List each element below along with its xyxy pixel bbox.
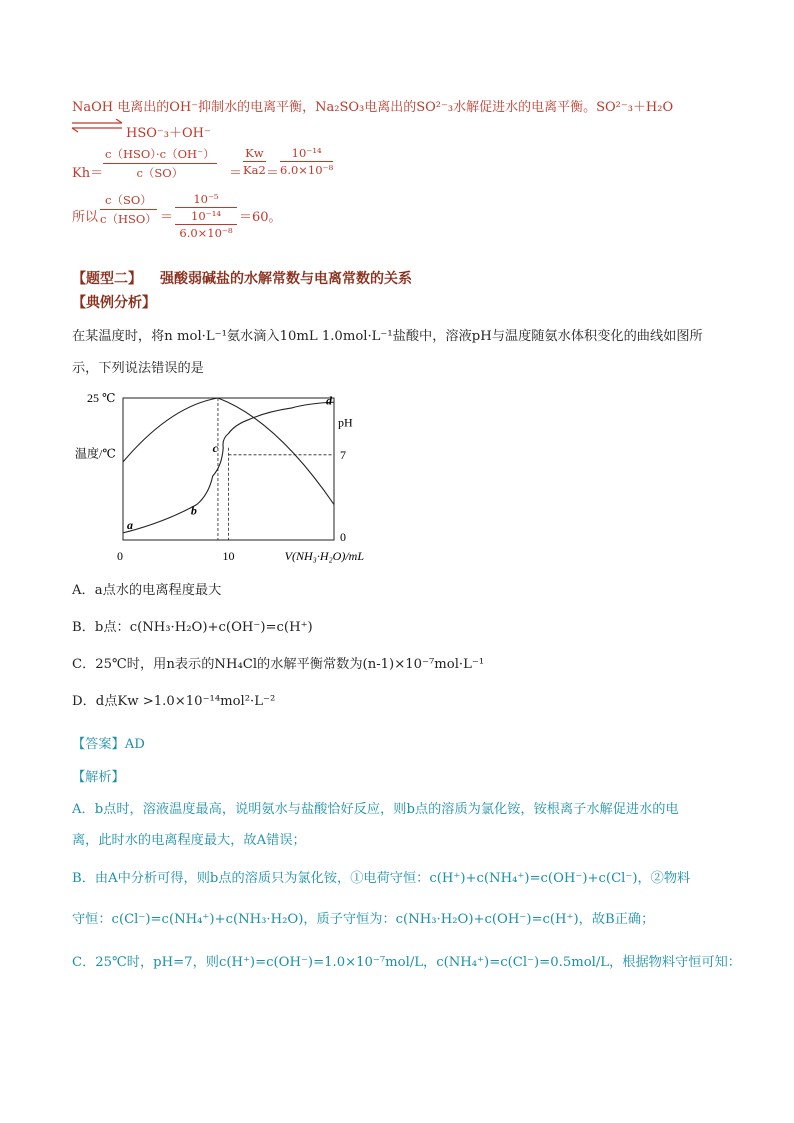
analysis-line-2: 离，此时水的电离程度最大，故A错误； (72, 833, 306, 848)
so-label: 所以 (72, 210, 99, 225)
section-title: 强酸弱碱盐的水解常数与电离常数的关系 (160, 271, 412, 287)
analysis-label: 【解析】 (72, 770, 125, 785)
equilibrium-arrow-icon (70, 119, 126, 133)
x-tick-10: 10 (222, 549, 235, 563)
analysis-line-3: B．由A中分析可得，则b点的溶质只为氯化铵，①电荷守恒：c(H⁺)+c(NH₄⁺)=c(OH⁻)+c(Cl⁻)，②物料 (72, 871, 691, 886)
equals-sign: ＝ (229, 166, 243, 181)
answer-label: 【答案】AD (72, 737, 145, 752)
point-label-b: b (190, 503, 197, 518)
example-tag: 【典例分析】 (72, 295, 156, 311)
right-tick-7: 7 (340, 447, 346, 462)
point-label-c: c (212, 440, 218, 455)
x-axis-label: V(NH₃·H₂O)/mL (284, 549, 364, 563)
point-label-d: d (326, 393, 332, 408)
fraction-kh-concentrations: c（HSO）·c（OH⁻） c（SO） (105, 147, 215, 180)
option-b: B．b点：c(NH₃·H₂O)+c(OH⁻)=c(H⁺) (72, 620, 313, 635)
titration-chart (72, 388, 372, 578)
equals-sign-2: ＝ (266, 166, 280, 181)
prev-solution-line1: NaOH 电离出的OH⁻抑制水的电离平衡，Na₂SO₃电离出的SO²⁻₃水解促进水的电离平衡。SO²⁻₃＋H₂O (72, 100, 674, 115)
question-stem-line1: 在某温度时，将n mol·L⁻¹氨水滴入10mL 1.0mol·L⁻¹盐酸中，溶液pH与温度随氨水体积变化的曲线如图所 (72, 329, 703, 344)
equals-sign-3: ＝ (160, 210, 174, 225)
option-d: D．d点Kw >1.0×10⁻¹⁴mol²·L⁻² (72, 694, 276, 709)
fraction-so-hso: c（SO） c（HSO） (100, 193, 157, 226)
kh-label: Kh＝ (72, 166, 104, 181)
analysis-line-4: 守恒：c(Cl⁻)=c(NH₄⁺)+c(NH₃·H₂O)，质子守恒为：c(NH₃·H₂O)+c(OH⁻)=c(H⁺)，故B正确； (72, 912, 655, 927)
fraction-kw-ka2: $\frac{Kw}{Ka2}$ (243, 146, 266, 177)
fraction-numeric: $\frac{\text{10⁻¹⁴}}{\text{6.0×10⁻⁸}}$ (280, 146, 334, 177)
analysis-line-1: A．b点时，溶液温度最高，说明氨水与盐酸恰好反应，则b点的溶质为氯化铵，铵根离子水解促进水的电 (72, 802, 679, 817)
result-sixty: ＝60。 (239, 210, 282, 225)
analysis-line-5: C．25℃时，pH=7，则c(H⁺)=c(OH⁻)=1.0×10⁻⁷mol/L，c(NH₄⁺)=c(Cl⁻)=0.5mol/L，根据物料守恒可知： (72, 955, 741, 970)
right-tick-0: 0 (340, 530, 346, 544)
prev-solution-line2: HSO⁻₃＋OH⁻ (126, 126, 211, 141)
question-stem-line2: 示，下列说法错误的是 (72, 361, 204, 376)
x-tick-0: 0 (117, 549, 123, 563)
y-axis-label-temperature: 温度/℃ (75, 446, 116, 461)
option-a: A．a点水的电离程度最大 (72, 583, 222, 598)
section-tag: 【题型二】 (72, 271, 142, 287)
point-label-a: a (127, 517, 133, 532)
left-tick-25: 25 ℃ (87, 391, 116, 405)
option-c: C．25℃时，用n表示的NH₄Cl的水解平衡常数为(n-1)×10⁻⁷mol·L⁻¹ (72, 657, 485, 672)
y-axis-label-ph: pH (338, 415, 353, 430)
fraction-compound: 10⁻⁵ 10⁻¹⁴ 6.0×10⁻⁸ (175, 192, 237, 240)
